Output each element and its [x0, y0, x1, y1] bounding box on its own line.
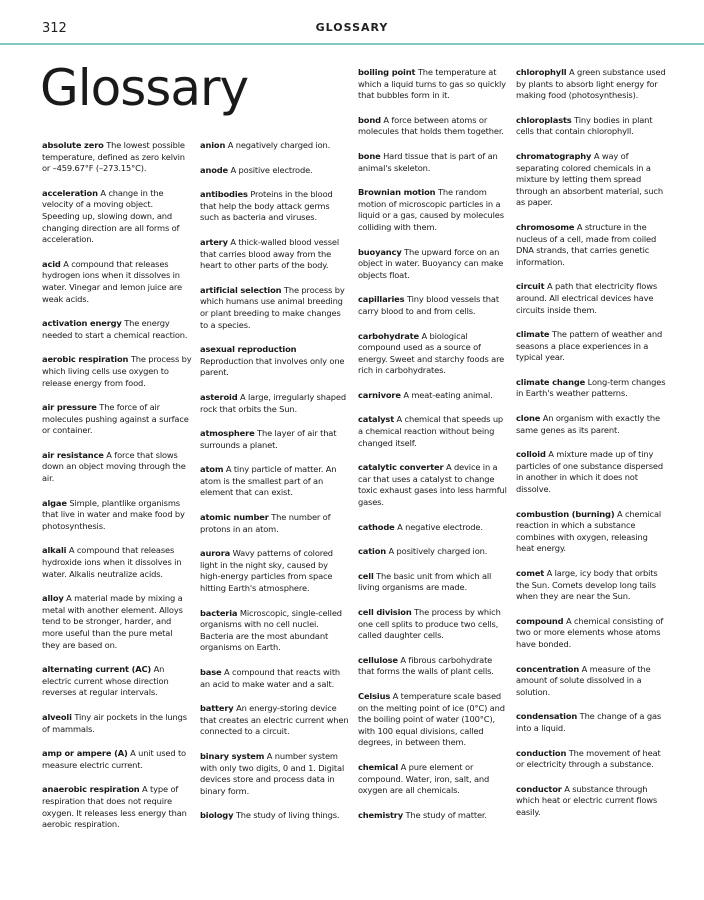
glossary-term: condensation: [516, 711, 578, 722]
glossary-definition: A compound that releases hydroxide ions when it dissolves in water. Alkalis neutralize acids.: [42, 545, 182, 579]
glossary-definition: A chemical consisting of two or more elements whose atoms have bonded.: [516, 615, 664, 649]
glossary-entry: [516, 67, 666, 102]
glossary-entry: [42, 259, 192, 305]
glossary-definition: A negatively charged ion.: [227, 140, 331, 150]
glossary-entry: [358, 571, 508, 594]
glossary-term: catalytic converter: [358, 462, 444, 473]
glossary-column-4: [516, 67, 666, 832]
glossary-definition: Tiny air pockets in the lungs of mammals.: [42, 711, 187, 734]
glossary-entry: [358, 390, 508, 402]
glossary-entry: [42, 188, 192, 246]
page-number: 312: [42, 21, 67, 36]
glossary-column-1: [42, 140, 192, 844]
glossary-definition: The study of matter.: [405, 809, 487, 820]
glossary-term: carbohydrate: [358, 330, 419, 341]
glossary-entry: [516, 711, 666, 734]
glossary-definition: A mixture made up of tiny particles of one substance dispersed in another in which it does not dissolve.: [516, 449, 664, 495]
glossary-term: conduction: [516, 747, 567, 758]
glossary-term: Brownian motion: [358, 187, 436, 198]
glossary-term: chromosome: [516, 221, 575, 232]
glossary-definition: The study of living things.: [235, 810, 340, 821]
glossary-term: alloy: [42, 593, 64, 604]
glossary-entry: [200, 703, 350, 738]
glossary-entry: [200, 667, 350, 690]
glossary-definition: A material made by mixing a metal with another element. Alloys tend to be stronger, harder, and more useful than the pure metal they are based on.: [42, 593, 183, 650]
glossary-term: artery: [200, 236, 228, 247]
glossary-term: climate change: [516, 376, 586, 387]
glossary-definition: A type of respiration that does not require oxygen. It releases less energy than aerobic respiration.: [42, 784, 187, 830]
glossary-entry: [358, 67, 508, 102]
glossary-term: aurora: [200, 548, 231, 559]
glossary-entry: [200, 512, 350, 535]
glossary-definition: A positively charged ion.: [388, 546, 488, 557]
glossary-definition: A chemical that speeds up a chemical reaction without being changed itself.: [358, 414, 504, 448]
glossary-term: atomic number: [200, 512, 269, 523]
glossary-entry: [516, 664, 666, 699]
glossary-definition: A change in the velocity of a moving object. Speeding up, slowing down, and changing direction are all forms of acceleration.: [42, 187, 180, 245]
glossary-term: activation energy: [42, 318, 122, 329]
glossary-entry: [358, 655, 508, 678]
glossary-entry: [516, 377, 666, 400]
glossary-entry: [358, 462, 508, 508]
glossary-entry: [358, 522, 508, 534]
glossary-entry: [358, 691, 508, 749]
glossary-definition: A device in a car that uses a catalyst to change toxic exhaust gases into less harmful gases.: [358, 462, 507, 508]
glossary-term: carnivore: [358, 389, 401, 400]
glossary-term: cell: [358, 570, 374, 581]
glossary-term: biology: [200, 810, 234, 821]
glossary-entry: [42, 712, 192, 735]
glossary-term: chemical: [358, 761, 399, 772]
glossary-entry: [42, 450, 192, 485]
glossary-entry: [42, 354, 192, 389]
glossary-definition: The layer of air that surrounds a planet.: [200, 428, 337, 450]
glossary-definition: The lowest possible temperature, defined as zero kelvin or –459.67°F (–273.15°C).: [42, 140, 185, 174]
glossary-entry: [358, 546, 508, 558]
glossary-entry: [516, 413, 666, 436]
glossary-definition: A pure element or compound. Water, iron, salt, and oxygen are all chemicals.: [358, 761, 490, 796]
glossary-term: battery: [200, 703, 234, 714]
glossary-entry: [200, 165, 350, 177]
glossary-entry: [516, 281, 666, 316]
glossary-term: air pressure: [42, 402, 97, 413]
glossary-definition: A number system with only two digits, 0 and 1. Digital devices store and process data in binary form.: [200, 750, 345, 796]
glossary-term: chemistry: [358, 809, 403, 820]
glossary-definition: A measure of the amount of solute dissolved in a solution.: [516, 663, 651, 697]
glossary-term: cation: [358, 546, 387, 557]
glossary-definition: The basic unit from which all living organisms are made.: [358, 570, 492, 593]
glossary-entry: [516, 784, 666, 819]
glossary-term: concentration: [516, 663, 580, 674]
glossary-entry: [516, 329, 666, 364]
glossary-term: anode: [200, 164, 229, 175]
glossary-entry: [200, 548, 350, 594]
glossary-term: cell division: [358, 607, 412, 617]
glossary-definition: An energy-storing device that creates an electric current when connected to a circuit.: [200, 703, 349, 737]
glossary-entry: [200, 392, 350, 415]
glossary-definition: The temperature at which a liquid turns to gas so quickly that bubbles form in it.: [358, 67, 506, 101]
glossary-term: Celsius: [358, 690, 391, 701]
glossary-term: alternating current (AC): [42, 664, 152, 675]
glossary-term: algae: [42, 497, 67, 508]
glossary-definition: A force that slows down an object moving through the air.: [42, 449, 186, 484]
glossary-term: bond: [358, 114, 381, 125]
glossary-term: chloroplasts: [516, 114, 572, 125]
glossary-entry: [516, 509, 666, 555]
glossary-definition: The movement of heat or electricity through a substance.: [516, 747, 661, 770]
glossary-term: acceleration: [42, 187, 98, 198]
glossary-definition: The number of protons in an atom.: [200, 512, 331, 534]
glossary-term: aerobic respiration: [42, 354, 129, 365]
glossary-term: compound: [516, 615, 564, 626]
glossary-term: asexual reproduction: [200, 344, 297, 355]
glossary-entry: [42, 318, 192, 341]
glossary-definition: An organism with exactly the same genes as its parent.: [516, 413, 660, 435]
glossary-term: antibodies: [200, 189, 248, 200]
glossary-definition: Tiny bodies in plant cells that contain chlorophyll.: [516, 114, 653, 137]
glossary-entry: [358, 247, 508, 282]
glossary-definition: Proteins in the blood that help the body attack germs such as bacteria and viruses.: [200, 189, 333, 223]
glossary-entry: [42, 664, 192, 699]
glossary-entry: [358, 762, 508, 797]
glossary-entry: [358, 115, 508, 138]
glossary-definition: A green substance used by plants to absorb light energy for making food (photosynthesis).: [516, 67, 666, 101]
glossary-entry: [200, 140, 350, 152]
glossary-definition: A force between atoms or molecules that holds them together.: [358, 114, 504, 137]
glossary-definition: Long-term changes in Earth's weather patterns.: [516, 376, 666, 399]
glossary-definition: A way of separating colored chemicals in a mixture by letting them spread through an absorbent material, such as paper.: [516, 150, 663, 208]
glossary-term: clone: [516, 413, 541, 424]
glossary-term: amp or ampere (A): [42, 748, 128, 759]
glossary-definition: The process by which humans use animal breeding or plant breeding to make changes to a species.: [200, 284, 345, 330]
glossary-entry: [200, 285, 350, 331]
glossary-term: asteroid: [200, 391, 238, 402]
glossary-definition: The process by which one cell splits to produce two cells, called daughter cells.: [358, 607, 501, 641]
glossary-entry: [358, 151, 508, 174]
glossary-term: climate: [516, 329, 550, 340]
glossary-definition: The force of air molecules pushing against a surface or container.: [42, 402, 189, 436]
glossary-definition: A biological compound used as a source of energy. Sweet and starchy foods are rich in carbohydrates.: [358, 330, 505, 376]
glossary-term: atom: [200, 464, 224, 475]
glossary-term: binary system: [200, 750, 265, 761]
glossary-entry: [200, 608, 350, 654]
glossary-definition: The change of a gas into a liquid.: [516, 711, 662, 733]
glossary-term: alveoli: [42, 711, 72, 722]
glossary-entry: [358, 414, 508, 449]
glossary-term: boiling point: [358, 67, 416, 77]
glossary-entry: [516, 449, 666, 495]
glossary-definition: Hard tissue that is part of an animal's skeleton.: [358, 150, 498, 173]
glossary-entry: [516, 151, 666, 209]
glossary-definition: A large, icy body that orbits the Sun. Comets develop long tails when they are near the Sun.: [516, 568, 658, 602]
glossary-term: chlorophyll: [516, 67, 567, 77]
glossary-definition: A structure in the nucleus of a cell, made from coiled DNA strands, that carries genetic information.: [516, 221, 657, 267]
glossary-term: artificial selection: [200, 284, 282, 295]
glossary-entry: [358, 331, 508, 377]
glossary-term: buoyancy: [358, 246, 402, 257]
glossary-entry: [358, 607, 508, 642]
page-title: Glossary: [40, 59, 249, 117]
glossary-entry: [200, 344, 350, 379]
glossary-term: cathode: [358, 521, 395, 532]
glossary-column-3: [358, 67, 508, 834]
glossary-term: capillaries: [358, 294, 405, 305]
glossary-definition: The process by which living cells use oxygen to release energy from food.: [42, 354, 192, 388]
glossary-term: anion: [200, 140, 226, 150]
glossary-entry: [200, 189, 350, 224]
glossary-definition: The random motion of microscopic particles in a liquid or a gas, caused by molecules colliding with them.: [358, 187, 504, 232]
glossary-definition: A chemical reaction in which a substance combines with oxygen, releasing heat energy.: [516, 508, 662, 554]
glossary-column-2: [200, 140, 350, 835]
glossary-entry: [42, 593, 192, 651]
glossary-entry: [42, 402, 192, 437]
page-header: [0, 0, 704, 44]
glossary-entry: [358, 810, 508, 822]
glossary-definition: The upward force on an object in water. Buoyancy can make objects float.: [358, 246, 504, 280]
glossary-definition: A meat-eating animal.: [403, 389, 493, 400]
glossary-entry: [200, 237, 350, 272]
glossary-entry: [358, 187, 508, 233]
glossary-definition: A unit used to measure electric current.: [42, 748, 186, 770]
glossary-term: base: [200, 667, 222, 677]
running-head: GLOSSARY: [315, 21, 389, 34]
glossary-definition: A tiny particle of matter. An atom is the smallest part of an element that can exist.: [200, 464, 337, 498]
glossary-term: circuit: [516, 281, 545, 292]
glossary-term: chromatography: [516, 150, 592, 161]
glossary-term: bone: [358, 150, 381, 161]
glossary-definition: A thick-walled blood vessel that carries blood away from the heart to other parts of the body.: [200, 236, 340, 271]
glossary-term: air resistance: [42, 449, 104, 460]
glossary-definition: A large, irregularly shaped rock that orbits the Sun.: [200, 391, 346, 414]
glossary-term: comet: [516, 568, 545, 578]
glossary-definition: Reproduction that involves only one parent.: [200, 355, 345, 378]
glossary-definition: Tiny blood vessels that carry blood to and from cells.: [358, 294, 499, 316]
glossary-entry: [42, 545, 192, 580]
glossary-entry: [200, 428, 350, 451]
glossary-term: cellulose: [358, 654, 398, 665]
header-rule: [0, 43, 704, 45]
glossary-term: atmosphere: [200, 428, 255, 439]
glossary-entry: [42, 498, 192, 533]
glossary-entry: [516, 115, 666, 138]
glossary-entry: [516, 616, 666, 651]
glossary-term: alkali: [42, 545, 67, 556]
glossary-definition: A temperature scale based on the melting point of ice (0°C) and the boiling point of water (100°C), with 100 equal divisions, called degrees, in between them.: [358, 690, 505, 748]
glossary-definition: A path that electricity flows around. All electrical devices have circuits inside them.: [516, 281, 658, 315]
glossary-entry: [200, 464, 350, 499]
glossary-term: acid: [42, 258, 61, 269]
glossary-definition: A negative electrode.: [397, 521, 483, 532]
glossary-definition: A compound that releases hydrogen ions when it dissolves in water. Vinegar and lemon juice are weak acids.: [42, 258, 182, 304]
glossary-entry: [42, 784, 192, 830]
glossary-definition: Wavy patterns of colored light in the night sky, caused by high-energy particles from space hitting Earth's atmosphere.: [200, 548, 333, 594]
glossary-term: bacteria: [200, 607, 238, 618]
glossary-term: catalyst: [358, 414, 395, 425]
glossary-entry: [516, 568, 666, 603]
glossary-definition: An electric current whose direction reverses at regular intervals.: [42, 664, 169, 698]
glossary-entry: [42, 748, 192, 771]
glossary-definition: Simple, plantlike organisms that live in water and make food by photosynthesis.: [42, 497, 185, 531]
glossary-entry: [516, 222, 666, 268]
glossary-definition: Microscopic, single-celled organisms with no cell nuclei. Bacteria are the most abundant organisms on Earth.: [200, 607, 342, 653]
glossary-term: colloid: [516, 449, 546, 460]
glossary-definition: The energy needed to start a chemical reaction.: [42, 318, 188, 340]
glossary-definition: A substance through which heat or electric current flows easily.: [516, 783, 658, 817]
glossary-entry: [42, 140, 192, 175]
glossary-term: combustion (burning): [516, 508, 615, 519]
glossary-definition: The pattern of weather and seasons a place experiences in a typical year.: [516, 329, 663, 363]
glossary-definition: A compound that reacts with an acid to make water and a salt.: [200, 667, 341, 689]
glossary-entry: [516, 748, 666, 771]
glossary-entry: [200, 810, 350, 822]
glossary-definition: A fibrous carbohydrate that forms the walls of plant cells.: [358, 654, 494, 677]
glossary-definition: A positive electrode.: [230, 164, 313, 175]
glossary-entry: [358, 294, 508, 317]
glossary-entry: [200, 751, 350, 797]
glossary-term: anaerobic respiration: [42, 784, 140, 795]
glossary-term: absolute zero: [42, 140, 104, 150]
glossary-term: conductor: [516, 783, 562, 794]
